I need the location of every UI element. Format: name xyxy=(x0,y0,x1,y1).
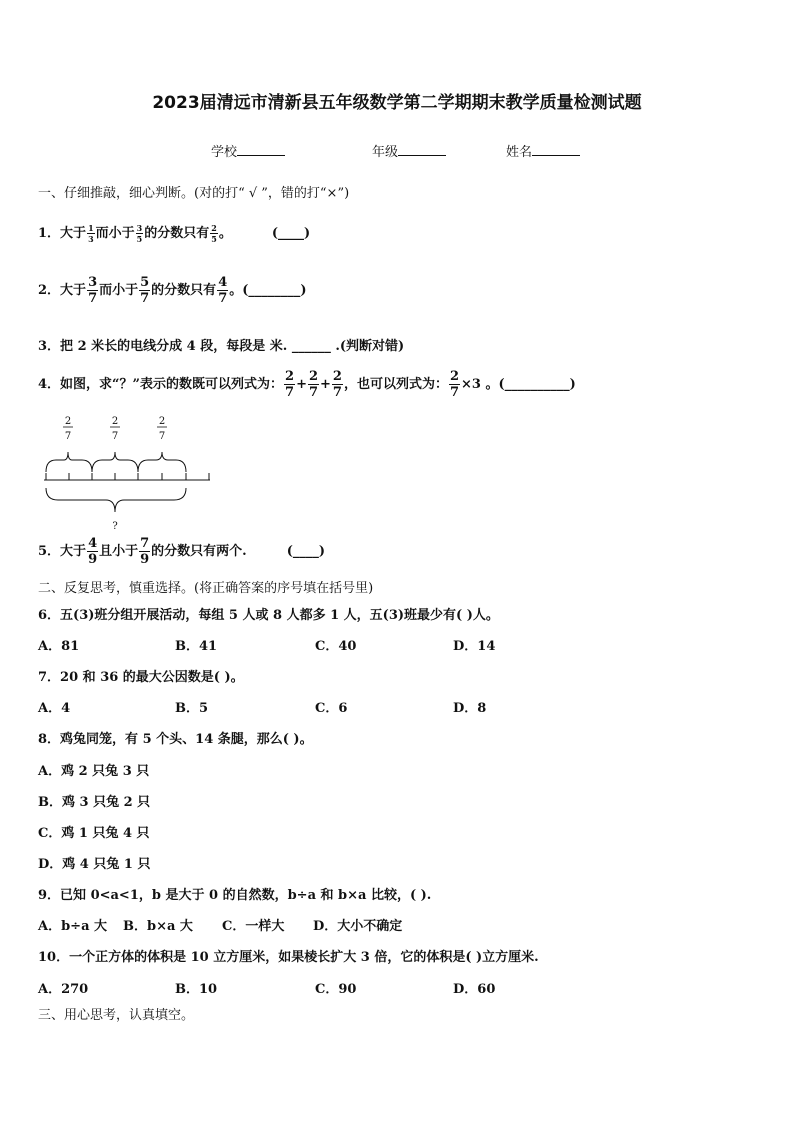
fig-label-3-num: 2 xyxy=(158,416,166,427)
fig-brace-bottom xyxy=(46,488,186,512)
plus-sign: + xyxy=(320,377,331,392)
q8-option-d[interactable]: D．鸡 4 只兔 1 只 xyxy=(38,857,151,872)
q8-option-b[interactable]: B．鸡 3 只兔 2 只 xyxy=(38,795,151,810)
q6-option-d[interactable]: D．14 xyxy=(453,639,496,654)
q7-option-c[interactable]: C．6 xyxy=(315,701,348,716)
q4-frac-c: $\frac{2}{7}$ xyxy=(332,369,342,400)
q2-answer-paren[interactable]: 。(________) xyxy=(229,283,307,298)
q7-option-b[interactable]: B．5 xyxy=(175,701,209,716)
q6-option-b[interactable]: B．41 xyxy=(175,639,218,654)
q2-frac-5-7: $\frac{5}{7}$ xyxy=(140,275,150,306)
q6-option-c[interactable]: C．40 xyxy=(315,639,357,654)
question-6: 6．五(3)班分组开展活动，每组 5 人或 8 人都多 1 人，五(3)班最少有( )人。 xyxy=(38,608,499,623)
q6-option-a[interactable]: A．81 xyxy=(38,639,80,654)
question-5 xyxy=(38,537,325,566)
q4-frac-d: $\frac{2}{7}$ xyxy=(449,369,460,400)
q4-frac-a: $\frac{2}{7}$ xyxy=(285,369,295,400)
question-2 xyxy=(38,276,307,305)
name-label: 姓名 xyxy=(506,145,533,160)
grade-label: 年级 xyxy=(372,145,399,160)
q2-text-b: 而小于 xyxy=(99,283,139,298)
q1-answer-paren[interactable]: (____) xyxy=(271,226,311,241)
section-2-heading: 二、反复思考，慎重选择。(将正确答案的序号填在括号里) xyxy=(38,581,374,596)
q10-option-a[interactable]: A．270 xyxy=(38,982,89,997)
school-label: 学校 xyxy=(211,145,238,160)
q7-option-d[interactable]: D．8 xyxy=(453,701,487,716)
q5-text-a: 大于 xyxy=(60,544,87,559)
q1-frac-1-3: $\frac{1}{3}$ xyxy=(88,223,94,244)
q5-number: 5． xyxy=(38,544,61,559)
q10-option-c[interactable]: C．90 xyxy=(315,982,357,997)
q1-frac-2-5: $\frac{2}{5}$ xyxy=(211,223,217,244)
q4-text-c: ×3 。(__________) xyxy=(461,377,576,392)
fig-brace-2 xyxy=(92,452,138,472)
q4-frac-b: $\frac{2}{7}$ xyxy=(308,369,319,400)
school-field[interactable] xyxy=(211,141,285,160)
question-1 xyxy=(38,222,310,243)
q4-text-a: 4．如图，求“？”表示的数既可以列式为： xyxy=(38,377,284,392)
q8-option-a[interactable]: A．鸡 2 只兔 3 只 xyxy=(38,764,150,779)
school-blank[interactable] xyxy=(237,155,285,156)
question-4 xyxy=(38,370,576,399)
fig-label-2-num: 2 xyxy=(111,416,119,427)
question-7: 7．20 和 36 的最大公因数是( )。 xyxy=(38,670,244,685)
fig-label-1-num: 2 xyxy=(64,416,72,427)
q2-frac-3-7: $\frac{3}{7}$ xyxy=(88,275,98,306)
q2-text-a: 大于 xyxy=(60,283,87,298)
q1-text-d: 。 xyxy=(218,226,232,241)
question-3: 3．把 2 米长的电线分成 4 段，每段是 米. ______ .(判断对错) xyxy=(38,339,405,354)
plus-sign: + xyxy=(296,377,307,392)
q9-option-b[interactable]: B．b×a 大 xyxy=(123,919,193,934)
q2-text-c: 的分数只有 xyxy=(151,283,217,298)
q1-text-b: 而小于 xyxy=(95,226,135,241)
section-3-heading: 三、用心思考，认真填空。 xyxy=(38,1008,195,1023)
q4-figure xyxy=(38,410,218,535)
page-title: 2023届清远市清新县五年级数学第二学期期末教学质量检测试题 xyxy=(152,93,642,113)
q5-answer-paren[interactable]: (____) xyxy=(286,544,326,559)
question-9: 9．已知 0<a<1，b 是大于 0 的自然数，b÷a 和 b×a 比较，( ). xyxy=(38,888,432,903)
name-field[interactable] xyxy=(506,141,580,160)
q9-option-a[interactable]: A．b÷a 大 xyxy=(38,919,108,934)
q5-frac-7-9: $\frac{7}{9}$ xyxy=(140,536,150,567)
fig-label-3-den: 7 xyxy=(158,431,166,442)
section-1-heading: 一、仔细推敲，细心判断。(对的打“ √ ”，错的打“×”) xyxy=(38,186,350,201)
q9-option-c[interactable]: C．一样大 xyxy=(222,919,285,934)
fig-label-1-den: 7 xyxy=(64,431,72,442)
fig-label-2-den: 7 xyxy=(111,431,119,442)
q8-option-c[interactable]: C．鸡 1 只兔 4 只 xyxy=(38,826,150,841)
fig-question-mark: ? xyxy=(112,521,118,532)
q4-text-b: ，也可以列式为： xyxy=(343,377,448,392)
q1-text-a: 大于 xyxy=(60,226,87,241)
q5-text-b: 且小于 xyxy=(99,544,139,559)
q1-frac-3-5: $\frac{3}{5}$ xyxy=(136,223,143,244)
q10-option-d[interactable]: D．60 xyxy=(453,982,496,997)
q1-number: 1． xyxy=(38,226,61,241)
q5-frac-4-9: $\frac{4}{9}$ xyxy=(88,536,98,567)
grade-field[interactable] xyxy=(372,141,446,160)
q2-frac-4-7: $\frac{4}{7}$ xyxy=(218,275,228,306)
q7-option-a[interactable]: A．4 xyxy=(38,701,71,716)
fig-brace-1 xyxy=(46,452,92,472)
q9-option-d[interactable]: D．大小不确定 xyxy=(313,919,403,934)
fig-brace-3 xyxy=(138,452,186,472)
question-10: 10．一个正方体的体积是 10 立方厘米，如果棱长扩大 3 倍，它的体积是( )立方厘米. xyxy=(38,950,539,965)
q1-text-c: 的分数只有 xyxy=(144,226,210,241)
grade-blank[interactable] xyxy=(398,155,446,156)
q2-number: 2． xyxy=(38,283,61,298)
name-blank[interactable] xyxy=(532,155,580,156)
question-8: 8．鸡兔同笼，有 5 个头、14 条腿，那么( )。 xyxy=(38,732,313,747)
q5-text-c: 的分数只有两个. xyxy=(151,544,247,559)
q10-option-b[interactable]: B．10 xyxy=(175,982,218,997)
